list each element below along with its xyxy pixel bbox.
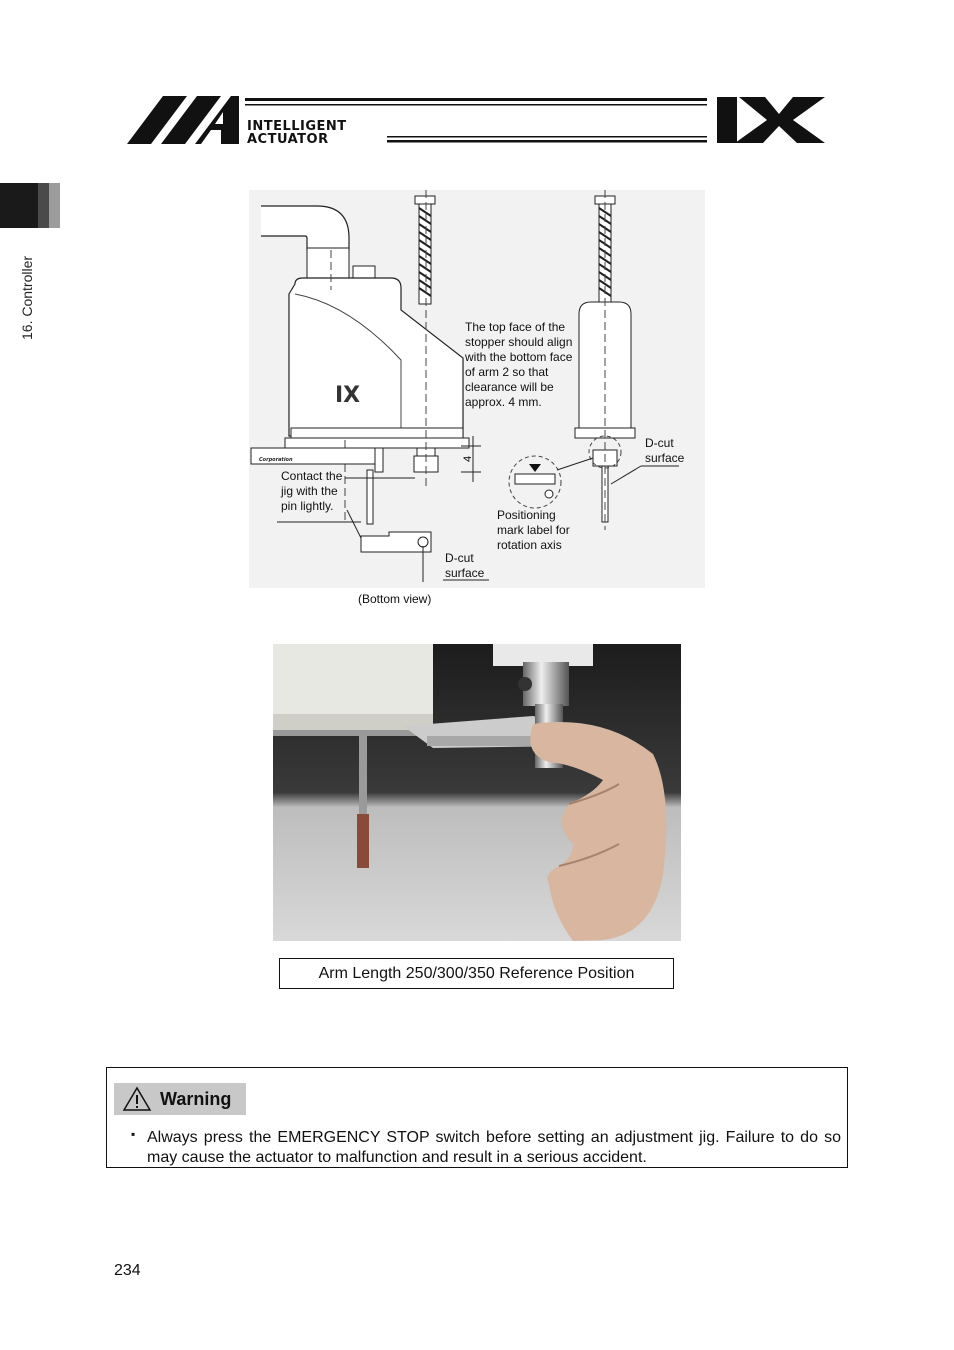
page-number: 234: [114, 1262, 141, 1279]
body-logo: IX: [335, 383, 361, 408]
warning-box: [106, 1067, 848, 1168]
side-tab-block: [0, 183, 38, 228]
figure-caption: Arm Length 250/300/350 Reference Position: [279, 958, 674, 989]
contact-note: Contact the jig with the pin lightly.: [281, 469, 343, 513]
dimension-label: 4: [462, 455, 474, 462]
warning-triangle-icon: [122, 1086, 152, 1112]
robot-arm-jig-photo: [273, 644, 681, 941]
section-label: 16. Controller: [19, 255, 35, 340]
stopper-note: The top face of the stopper should align with the bottom face of arm 2 so that clearance will be approx. 4 mm.: [465, 320, 573, 409]
warning-bullet: ▪: [131, 1127, 136, 1141]
dcut-right-label: D-cut surface: [645, 436, 685, 465]
bottom-view-label: (Bottom view): [358, 592, 432, 606]
brand-line2: ACTUATOR: [247, 132, 329, 147]
corporation-label: Corporation: [259, 457, 293, 463]
dcut-bottom-label: D-cut surface: [445, 551, 485, 580]
warning-header: [114, 1083, 246, 1115]
ia-slash-logo-icon: [125, 92, 830, 148]
brand-line1: INTELLIGENT: [247, 119, 347, 134]
side-tab-block-mid: [38, 183, 49, 228]
technical-drawing: [249, 190, 705, 588]
side-tab-block-light: [49, 183, 60, 228]
warning-text: Always press the EMERGENCY STOP switch before setting an adjustment jig. Failure to do so may cause the actuator to malfunction and result in a serious accident.: [147, 1129, 841, 1166]
positioning-note: Positioning mark label for rotation axis: [497, 508, 570, 552]
warning-title: Warning: [160, 1088, 232, 1109]
